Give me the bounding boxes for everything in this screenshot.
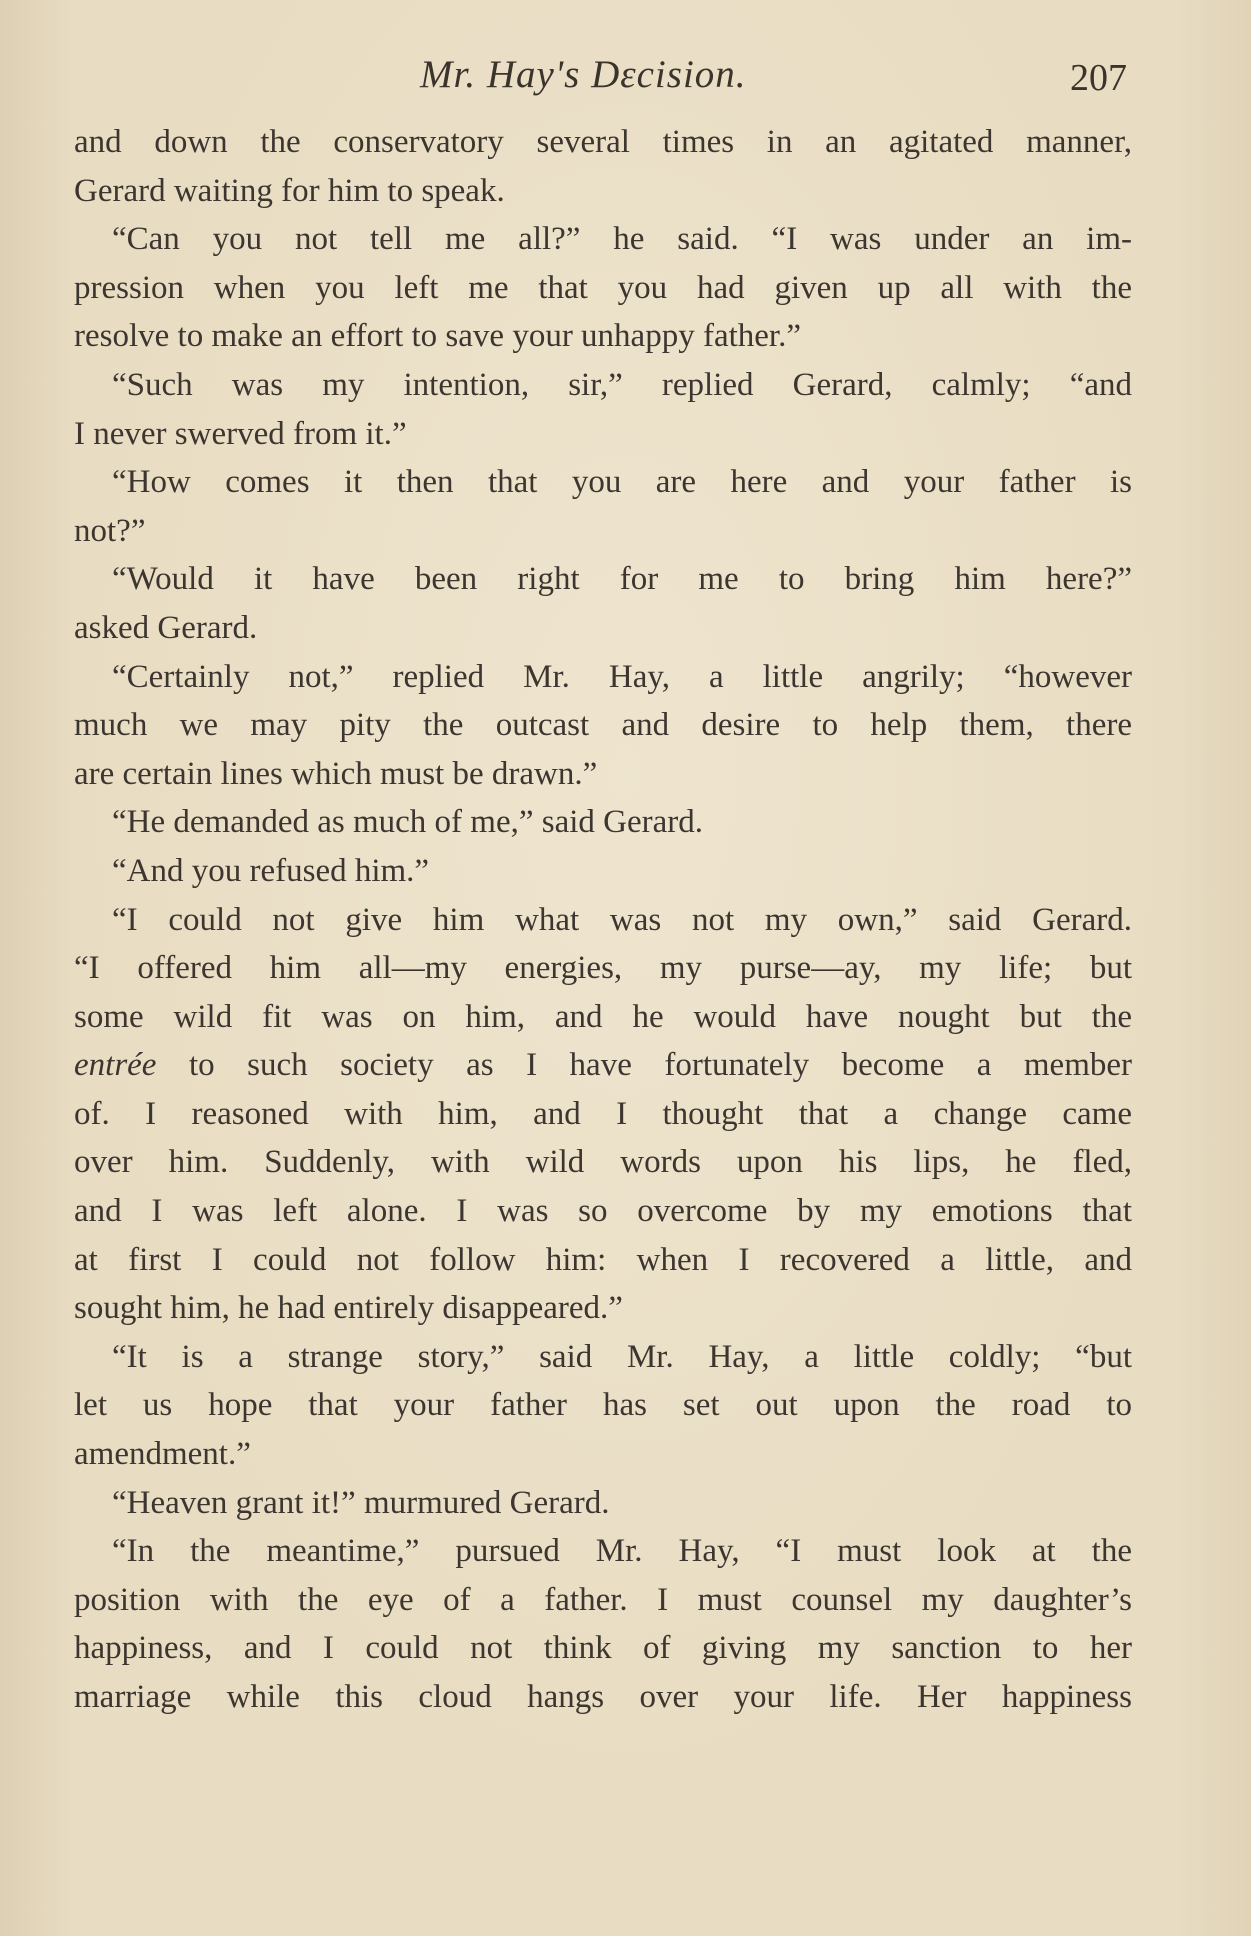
line-text: of. I reasoned with him, and I thought that a change came — [74, 1095, 1132, 1132]
text-line — [74, 750, 1132, 799]
line-text: marriage while this cloud hangs over your life. Her happiness — [74, 1679, 1132, 1715]
page-number: 207 — [1070, 57, 1127, 99]
line-text: sought him, he had entirely disappeared.” — [74, 1290, 623, 1327]
line-text: “Would it have been right for me to bring him here?” — [112, 561, 1132, 598]
text-line — [74, 1041, 1132, 1090]
line-text: I never swerved from it.” — [74, 415, 407, 452]
line-text: not?” — [74, 512, 146, 549]
text-line — [74, 1527, 1132, 1576]
text-line — [74, 1090, 1132, 1139]
running-title: Mr. Hay's Dεcision. — [420, 53, 747, 96]
text-line — [74, 798, 1132, 847]
line-text: “It is a strange story,” said Mr. Hay, a little coldly; “but — [112, 1338, 1132, 1375]
line-text: “I offered him all—my energies, my purse—ay, my life; but — [74, 950, 1132, 987]
line-text: position with the eye of a father. I must counsel my daughter’s — [74, 1581, 1132, 1618]
line-text: Gerard waiting for him to speak. — [74, 172, 505, 209]
line-text: “And you refused him.” — [112, 852, 430, 889]
text-line — [74, 264, 1132, 313]
text-line — [74, 1430, 1132, 1479]
text-line — [74, 1479, 1132, 1528]
line-text: happiness, and I could not think of giving my sanction to her — [74, 1630, 1132, 1667]
text-line — [74, 118, 1132, 167]
text-line — [74, 1576, 1132, 1625]
body-text — [74, 118, 1132, 1722]
line-text: “In the meantime,” pursued Mr. Hay, “I must look at the — [112, 1533, 1132, 1570]
text-line — [74, 847, 1132, 896]
line-text: over him. Suddenly, with wild words upon his lips, he fled, — [74, 1144, 1132, 1181]
line-text: “Can you not tell me all?” he said. “I was under an im- — [112, 221, 1132, 258]
text-line — [74, 1187, 1132, 1236]
text-line — [74, 458, 1132, 507]
line-text: “Such was my intention, sir,” replied Gerard, calmly; “and — [112, 366, 1132, 403]
text-line — [74, 507, 1132, 556]
line-text: let us hope that your father has set out upon the road to — [74, 1387, 1132, 1424]
text-line — [74, 944, 1132, 993]
line-text: amendment.” — [74, 1436, 251, 1473]
text-line — [74, 410, 1132, 459]
text-line — [74, 604, 1132, 653]
text-line — [74, 896, 1132, 945]
text-line — [74, 1381, 1132, 1430]
line-text: “I could not give him what was not my own,” said Gerard. — [112, 901, 1132, 938]
line-text: much we may pity the outcast and desire to help them, there — [74, 707, 1132, 744]
text-line — [74, 993, 1132, 1042]
running-head — [0, 48, 1251, 108]
text-line — [74, 1236, 1132, 1285]
line-text: and I was left alone. I was so overcome by my emotions that — [74, 1193, 1132, 1230]
line-text: and down the conservatory several times in an agitated manner, — [74, 124, 1132, 160]
line-text: “How comes it then that you are here and your father is — [112, 464, 1132, 501]
italic-word: entrée — [74, 1047, 157, 1084]
text-line — [74, 1333, 1132, 1382]
text-line — [74, 215, 1132, 264]
line-text: pression when you left me that you had given up all with the — [74, 269, 1132, 306]
line-text: “Certainly not,” replied Mr. Hay, a little angrily; “however — [112, 658, 1132, 695]
text-line — [74, 701, 1132, 750]
line-text: resolve to make an effort to save your unhappy father.” — [74, 318, 801, 355]
line-text: at first I could not follow him: when I recovered a little, and — [74, 1241, 1132, 1278]
text-line — [74, 167, 1132, 216]
text-line — [74, 1624, 1132, 1673]
line-text: asked Gerard. — [74, 609, 258, 646]
text-line — [74, 1284, 1132, 1333]
text-line — [74, 1673, 1132, 1722]
text-line — [74, 555, 1132, 604]
line-text: “He demanded as much of me,” said Gerard. — [112, 804, 704, 841]
line-text: to such society as I have fortunately become a member — [188, 1047, 1132, 1084]
text-line — [74, 312, 1132, 361]
text-line — [74, 361, 1132, 410]
line-text: “Heaven grant it!” murmured Gerard. — [112, 1484, 610, 1521]
text-line — [74, 653, 1132, 702]
text-line — [74, 1138, 1132, 1187]
line-text: are certain lines which must be drawn.” — [74, 755, 598, 792]
line-text: some wild fit was on him, and he would have nought but the — [74, 998, 1132, 1035]
